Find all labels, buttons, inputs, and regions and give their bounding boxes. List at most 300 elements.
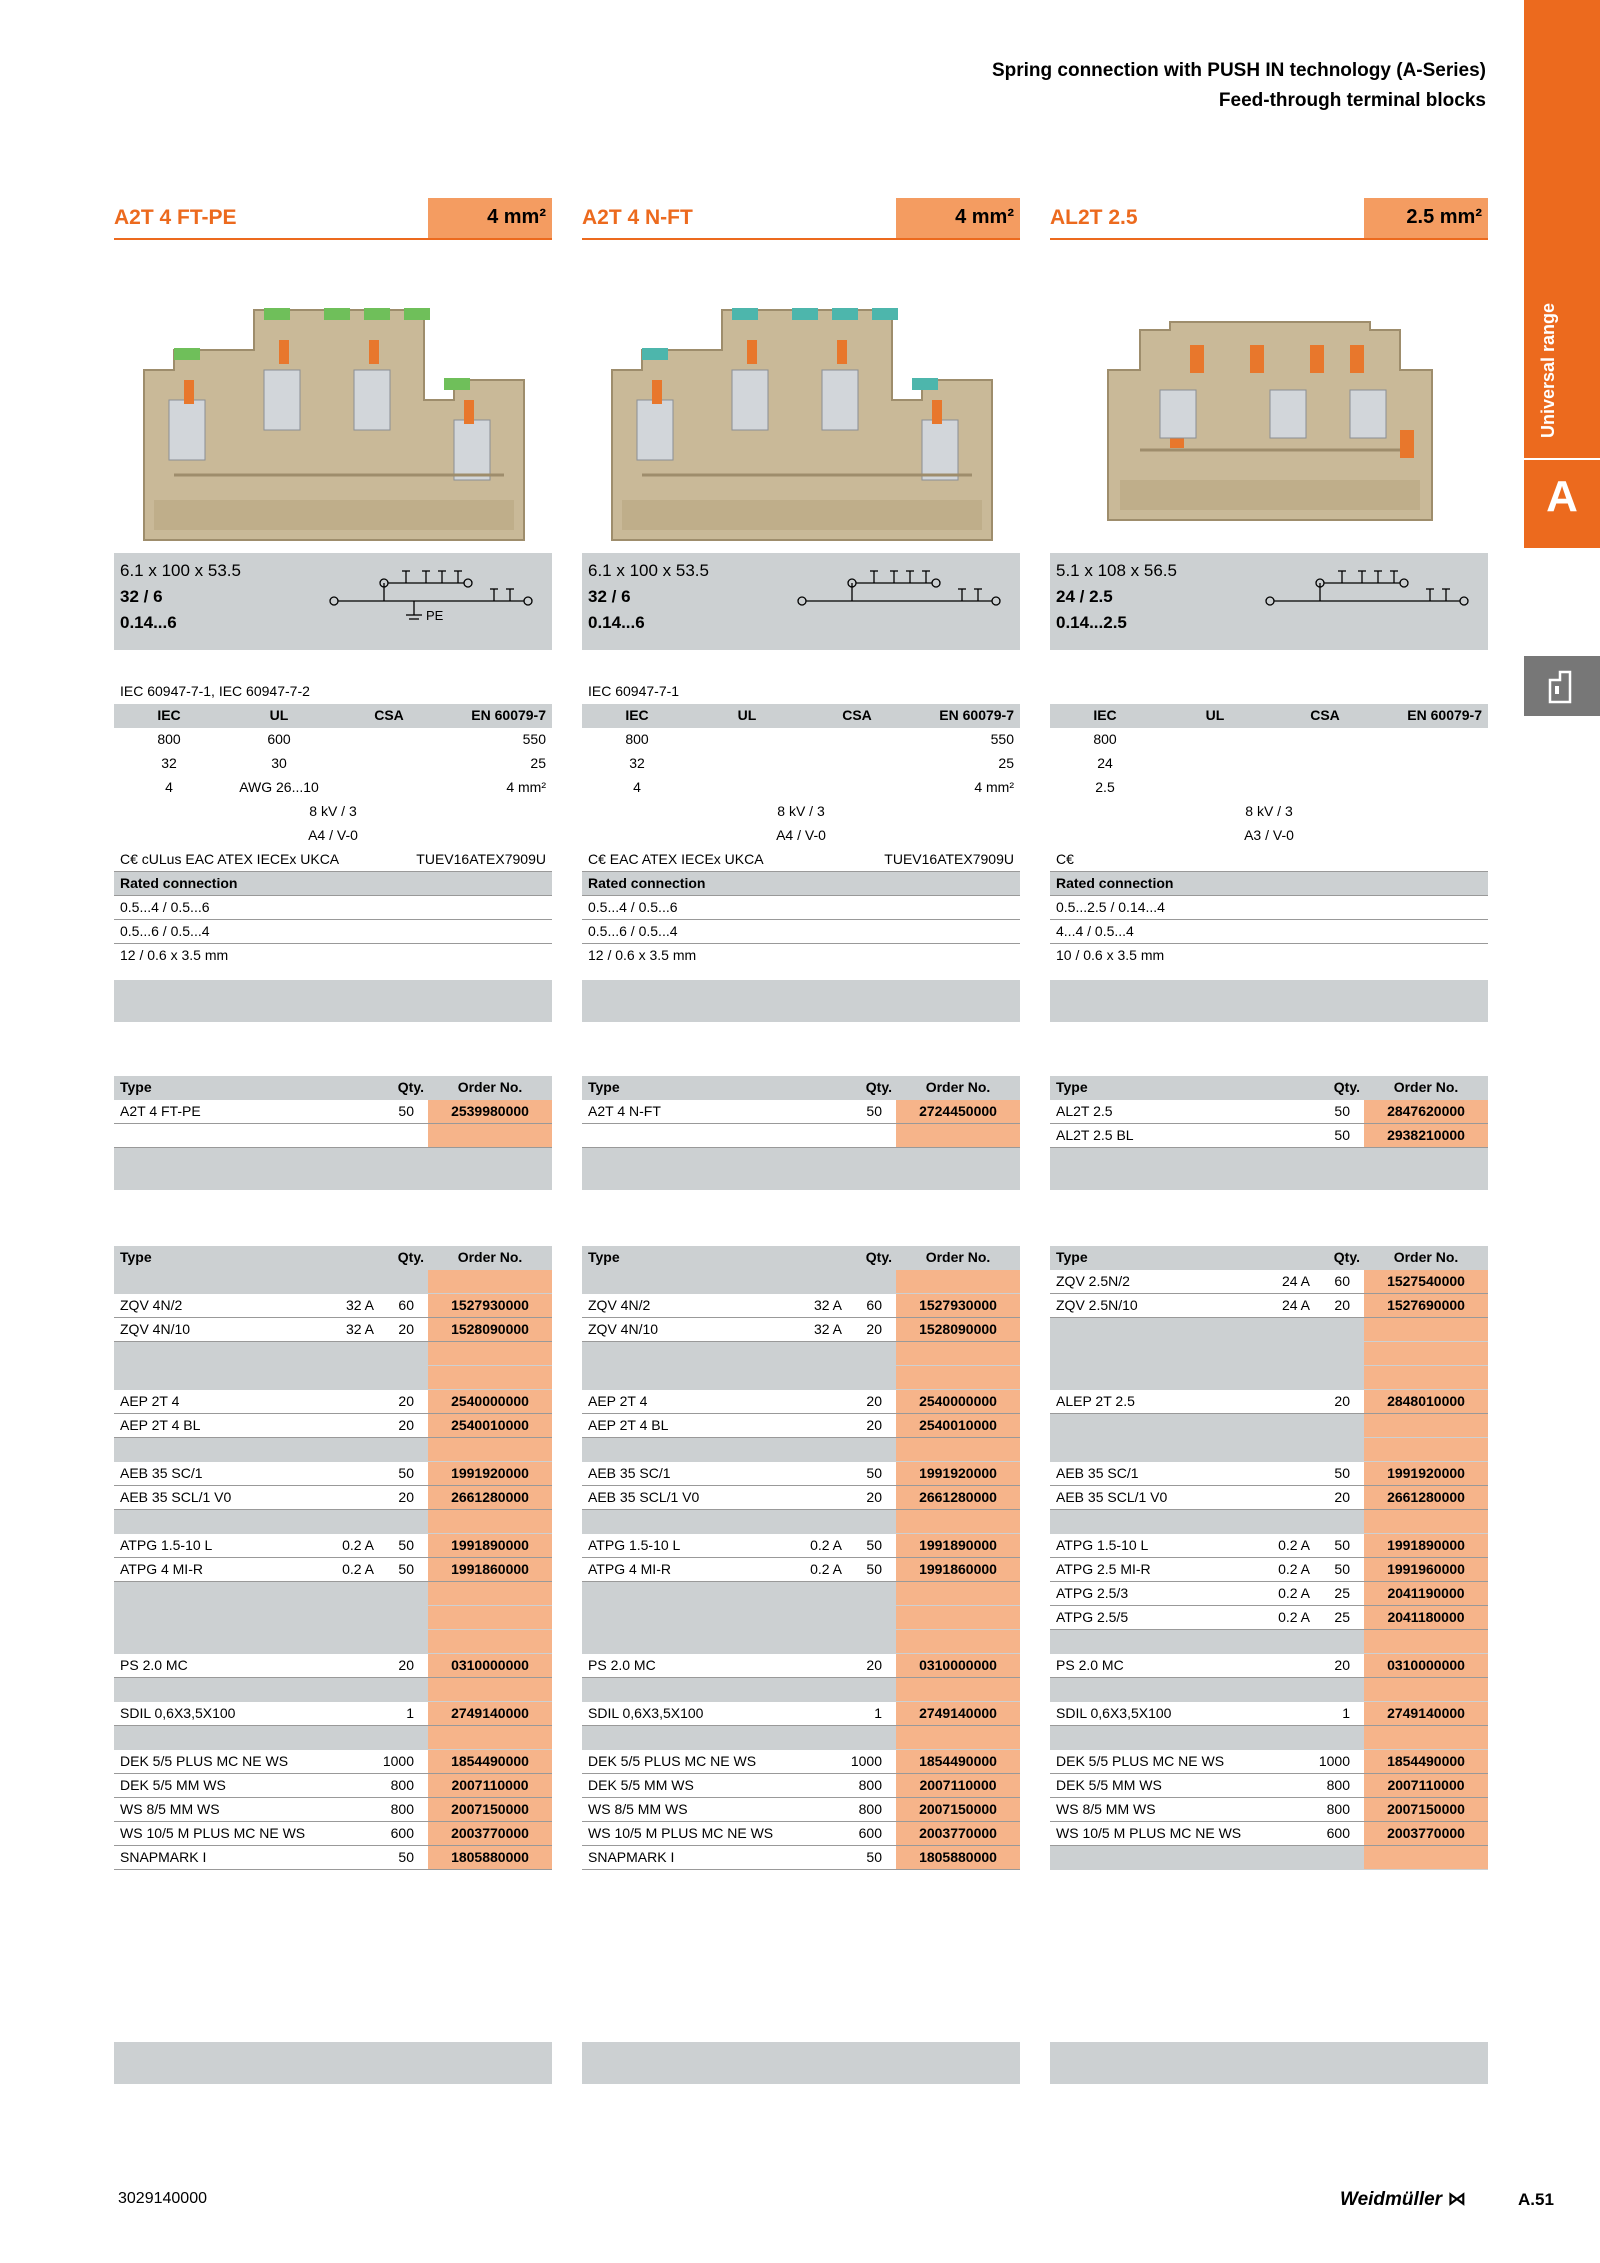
order-number[interactable] [896,1606,1020,1629]
spec-value: 600 [267,731,291,747]
separator-row [1050,1510,1488,1534]
qty: 1 [874,1705,882,1721]
approvals: C€ cULus EAC ATEX IECEx UKCA [120,851,340,867]
order-number[interactable] [428,1124,552,1147]
order-number[interactable]: 0310000000 [428,1654,552,1677]
separator-row [114,1606,552,1630]
spec-row [582,728,1020,752]
spec-value: 550 [522,731,546,747]
order-number[interactable] [1364,1318,1488,1341]
order-number[interactable] [896,1726,1020,1749]
order-number[interactable]: 1991890000 [896,1534,1020,1557]
order-number[interactable] [896,1510,1020,1533]
separator-row [1050,1342,1488,1366]
qty: 600 [390,1825,414,1841]
rated-values: 24 / 2.5 [1056,587,1113,606]
separator-row [1050,1318,1488,1342]
spec-row [582,800,1020,824]
spacer-bar [114,1148,552,1190]
order-number[interactable] [428,1582,552,1605]
qty: 20 [1334,1297,1350,1313]
section-tab[interactable] [1524,0,1600,548]
standards: IEC 60947-7-1 [588,683,680,699]
qty: 50 [866,1561,882,1577]
wire-range: 0.14...6 [588,613,645,632]
order-number[interactable] [428,1438,552,1461]
accessory-name: DEK 5/5 MM WS [1056,1777,1162,1793]
spec-value: A3 / V-0 [1244,827,1294,843]
spec-row [1050,776,1488,800]
accessory-row [114,1702,552,1726]
current: 0.2 A [1278,1585,1310,1601]
separator-row [1050,1438,1488,1462]
cross-section: 4 mm² [428,198,552,238]
accessory-row [114,1822,552,1846]
spec-value: 24 [1097,755,1113,771]
type-name: A2T 4 N-FT [588,1103,661,1119]
rated-row [582,944,1020,968]
separator-row [582,1366,1020,1390]
accessory-name: SNAPMARK I [588,1849,675,1865]
accessory-row [1050,1750,1488,1774]
qty: 50 [1334,1561,1350,1577]
accessory-name: WS 10/5 M PLUS MC NE WS [588,1825,774,1841]
order-number[interactable]: 2661280000 [1364,1486,1488,1509]
separator-row [114,1438,552,1462]
accessory-name: AEB 35 SCL/1 V0 [588,1489,700,1505]
qty: 800 [858,1777,882,1793]
qty: 1000 [382,1753,414,1769]
order-number[interactable]: 1991920000 [896,1462,1020,1485]
accessory-row [114,1798,552,1822]
order-number[interactable]: 2540010000 [428,1414,552,1437]
rated-value: 12 / 0.6 x 3.5 mm [120,947,229,963]
dimensions-box [1050,553,1488,650]
product-column [114,0,552,2263]
type-row [582,1124,1020,1148]
order-number[interactable]: 2749140000 [428,1702,552,1725]
accessory-row [114,1654,552,1678]
product-name: A2T 4 N-FT [582,206,693,229]
order-number[interactable]: 2539980000 [428,1100,552,1123]
order-number[interactable]: 1991920000 [428,1462,552,1485]
order-number[interactable]: 1991860000 [896,1558,1020,1581]
order-number[interactable]: 2848010000 [1364,1390,1488,1413]
header-line-2: Feed-through terminal blocks [1218,90,1486,111]
order-number[interactable] [428,1726,552,1749]
order-number[interactable] [896,1678,1020,1701]
accessory-name: DEK 5/5 PLUS MC NE WS [1056,1753,1225,1769]
spec-value: 32 [161,755,177,771]
order-number[interactable] [896,1630,1020,1653]
accessory-row [1050,1534,1488,1558]
order-number[interactable] [1364,1414,1488,1437]
qty: 50 [398,1561,414,1577]
order-number[interactable] [428,1510,552,1533]
order-number[interactable]: 1528090000 [428,1318,552,1341]
accessory-name: ATPG 2.5 MI-R [1056,1561,1151,1577]
accessory-row [582,1798,1020,1822]
accessory-name: ZQV 4N/10 [120,1321,191,1337]
order-number[interactable]: 2661280000 [896,1486,1020,1509]
accessory-name: AEB 35 SC/1 [1056,1465,1139,1481]
accessory-name: ATPG 2.5/3 [1056,1585,1129,1601]
accessory-row [1050,1294,1488,1318]
circuit-diagram-icon [782,553,1020,643]
spec-value: 25 [998,755,1014,771]
type-row [114,1124,552,1148]
rated-title: Rated connection [120,875,238,891]
order-number[interactable]: 2007110000 [1364,1774,1488,1797]
order-number[interactable] [1364,1366,1488,1389]
separator-row [1050,1726,1488,1750]
spec-col-2: CSA [842,707,872,723]
order-number[interactable] [896,1582,1020,1605]
qty: 20 [866,1489,882,1505]
wire-range: 0.14...6 [120,613,177,632]
separator-row [114,1270,552,1294]
qty: 20 [398,1321,414,1337]
order-number[interactable] [1364,1630,1488,1653]
qty: 50 [398,1103,414,1119]
rated-value: 0.5...6 / 0.5...4 [588,923,678,939]
order-number[interactable] [1364,1510,1488,1533]
rated-row [1050,920,1488,944]
page-number: A.51 [1518,2190,1554,2209]
order-number[interactable] [896,1270,1020,1293]
rated-row [114,896,552,920]
col-qty: Qty. [865,1249,892,1265]
product-image [114,250,552,550]
order-number[interactable]: 2041190000 [1364,1582,1488,1605]
tab-divider [1524,458,1600,460]
order-number[interactable]: 1854490000 [896,1750,1020,1773]
current: 0.2 A [342,1561,374,1577]
order-number[interactable]: 2540010000 [896,1414,1020,1437]
order-number[interactable] [1364,1342,1488,1365]
accessory-row [582,1486,1020,1510]
pe-label: PE [426,608,444,623]
spec-value: 800 [1093,731,1117,747]
qty: 25 [1334,1585,1350,1601]
spec-col-1: UL [737,707,757,723]
order-number[interactable]: 0310000000 [896,1654,1020,1677]
order-number[interactable]: 2749140000 [896,1702,1020,1725]
qty: 20 [398,1393,414,1409]
spec-row [582,752,1020,776]
accessory-name: SDIL 0,6X3,5X100 [588,1705,704,1721]
order-number[interactable]: 2007150000 [428,1798,552,1821]
accessory-name: WS 10/5 M PLUS MC NE WS [1056,1825,1242,1841]
accessory-name: AEP 2T 4 BL [588,1417,669,1433]
separator-row [1050,1678,1488,1702]
col-order: Order No. [1393,1249,1459,1265]
current: 0.2 A [1278,1537,1310,1553]
approvals-row [1050,848,1488,872]
order-number[interactable]: 2540000000 [428,1390,552,1413]
order-number[interactable]: 1528090000 [896,1318,1020,1341]
col-type: Type [588,1249,620,1265]
rated-value: 0.5...4 / 0.5...6 [120,899,210,915]
accessory-name: ATPG 4 MI-R [588,1561,671,1577]
order-number[interactable]: 2540000000 [896,1390,1020,1413]
order-number[interactable]: 2003770000 [896,1822,1020,1845]
spec-row [114,776,552,800]
category-tab[interactable] [1524,656,1600,716]
rated-title: Rated connection [588,875,706,891]
spacer-bar [582,2042,1020,2084]
spec-value: 32 [629,755,645,771]
order-number[interactable] [1364,1726,1488,1749]
spec-col-0: IEC [625,707,649,723]
order-number[interactable] [428,1270,552,1293]
rated-value: 12 / 0.6 x 3.5 mm [588,947,697,963]
order-number[interactable] [1364,1846,1488,1869]
qty: 1000 [1318,1753,1350,1769]
dimensions: 6.1 x 100 x 53.5 [120,561,241,580]
rated-values: 32 / 6 [588,587,631,606]
order-number[interactable] [428,1606,552,1629]
order-number[interactable]: 0310000000 [1364,1654,1488,1677]
col-order: Order No. [457,1079,523,1095]
order-number[interactable]: 2007110000 [896,1774,1020,1797]
accessory-row [114,1558,552,1582]
spec-col-2: CSA [1310,707,1340,723]
spec-row [1050,824,1488,848]
accessory-name: SNAPMARK I [120,1849,207,1865]
accessory-row [114,1774,552,1798]
separator-row [582,1606,1020,1630]
spec-value: 25 [530,755,546,771]
order-number[interactable] [428,1366,552,1389]
order-number[interactable]: 1991920000 [1364,1462,1488,1485]
order-number[interactable]: 2007150000 [1364,1798,1488,1821]
accessory-row [1050,1822,1488,1846]
accessory-name: ZQV 4N/2 [588,1297,651,1313]
separator-row [1050,1366,1488,1390]
col-qty: Qty. [1333,1249,1360,1265]
spec-col-0: IEC [1093,707,1117,723]
separator-row [582,1630,1020,1654]
accessory-row [1050,1654,1488,1678]
approvals: C€ EAC ATEX IECEx UKCA [588,851,764,867]
col-type: Type [1056,1249,1088,1265]
qty: 50 [1334,1465,1350,1481]
spec-header [1050,704,1488,728]
separator-row [1050,1414,1488,1438]
spec-row [1050,728,1488,752]
accessory-row [582,1702,1020,1726]
type-row [1050,1124,1488,1148]
separator-row [1050,1630,1488,1654]
type-name: AL2T 2.5 BL [1056,1127,1134,1143]
spec-value: 800 [157,731,181,747]
accessory-row [1050,1702,1488,1726]
order-number[interactable]: 1527540000 [1364,1270,1488,1293]
order-number[interactable]: 1854490000 [428,1750,552,1773]
type-header [1050,1076,1488,1100]
qty: 20 [866,1417,882,1433]
type-row [1050,1100,1488,1124]
rated-row [1050,944,1488,968]
dimensions-box [582,553,1020,650]
current: 32 A [813,1321,842,1337]
accessory-name: ZQV 2.5N/10 [1056,1297,1138,1313]
rated-row [582,896,1020,920]
order-number[interactable] [896,1342,1020,1365]
accessory-row [1050,1270,1488,1294]
col-type: Type [120,1079,152,1095]
current: 32 A [345,1297,374,1313]
spec-value: 8 kV / 3 [777,803,825,819]
accessory-name: ATPG 1.5-10 L [120,1537,213,1553]
qty: 20 [866,1321,882,1337]
header-line-1: Spring connection with PUSH IN technology (A-Series) [991,60,1486,81]
separator-row [1050,1846,1488,1870]
rated-connection-title [1050,872,1488,896]
order-number[interactable]: 1991890000 [1364,1534,1488,1557]
product-column [1050,0,1488,2263]
qty: 50 [398,1465,414,1481]
brand-logo [1340,2188,1466,2211]
brand-name: Weidmüller [1340,2189,1443,2210]
qty: 60 [1334,1273,1350,1289]
col-order: Order No. [457,1249,523,1265]
accessory-row [1050,1798,1488,1822]
product-column [582,0,1020,2263]
order-number[interactable]: 1805880000 [428,1846,552,1869]
terminal-block-beige-3-level-n-icon [582,250,1020,550]
approvals-row [582,848,1020,872]
rated-row [582,920,1020,944]
spec-col-1: UL [1205,707,1225,723]
accessory-row [1050,1462,1488,1486]
order-number[interactable]: 2938210000 [1364,1124,1488,1147]
qty: 800 [1326,1801,1350,1817]
qty: 50 [866,1849,882,1865]
separator-row [114,1510,552,1534]
qty: 20 [866,1393,882,1409]
spec-row [1050,752,1488,776]
accessory-name: AEB 35 SCL/1 V0 [120,1489,232,1505]
current: 24 A [1281,1297,1310,1313]
terminal-block-icon [1546,666,1578,706]
circuit-diagram-icon [1250,553,1488,643]
accessory-name: WS 8/5 MM WS [588,1801,688,1817]
brand-mark-icon: ⋈ [1447,2189,1467,2210]
col-qty: Qty. [397,1079,424,1095]
order-number[interactable] [896,1366,1020,1389]
order-number[interactable]: 1991860000 [428,1558,552,1581]
accessory-name: WS 8/5 MM WS [1056,1801,1156,1817]
current: 0.2 A [810,1537,842,1553]
qty: 1 [1342,1705,1350,1721]
order-number[interactable]: 2661280000 [428,1486,552,1509]
order-number[interactable]: 2724450000 [896,1100,1020,1123]
accessory-row [582,1774,1020,1798]
approvals: C€ [1056,851,1074,867]
product-name: AL2T 2.5 [1050,206,1138,229]
order-number[interactable]: 2003770000 [1364,1822,1488,1845]
rated-row [1050,896,1488,920]
order-number[interactable]: 1527930000 [428,1294,552,1317]
order-number[interactable] [428,1678,552,1701]
order-number[interactable]: 1991960000 [1364,1558,1488,1581]
accessory-row [582,1414,1020,1438]
accessory-name: PS 2.0 MC [588,1657,656,1673]
accessory-row [114,1750,552,1774]
accessory-row [582,1318,1020,1342]
order-number[interactable]: 2749140000 [1364,1702,1488,1725]
product-title-bar [114,198,552,240]
order-number[interactable]: 1527930000 [896,1294,1020,1317]
accessory-name: DEK 5/5 PLUS MC NE WS [588,1753,757,1769]
document-number: 3029140000 [118,2190,207,2207]
spacer-bar [1050,1148,1488,1190]
spec-value: 4 mm² [974,779,1014,795]
col-qty: Qty. [865,1079,892,1095]
qty: 20 [1334,1393,1350,1409]
type-name: A2T 4 FT-PE [120,1103,201,1119]
order-number[interactable] [1364,1678,1488,1701]
dimensions: 6.1 x 100 x 53.5 [588,561,709,580]
current: 32 A [345,1321,374,1337]
order-number[interactable]: 1854490000 [1364,1750,1488,1773]
qty: 60 [866,1297,882,1313]
spacer-bar [582,980,1020,1022]
dimensions: 5.1 x 108 x 56.5 [1056,561,1177,580]
spec-col-3: EN 60079-7 [471,707,546,723]
order-number[interactable]: 1527690000 [1364,1294,1488,1317]
order-number[interactable] [428,1342,552,1365]
accessory-row [114,1486,552,1510]
order-number[interactable]: 2003770000 [428,1822,552,1845]
accessory-name: ATPG 1.5-10 L [588,1537,681,1553]
order-number[interactable] [1364,1438,1488,1461]
spec-header [114,704,552,728]
order-number[interactable] [896,1438,1020,1461]
accessory-header [582,1246,1020,1270]
spec-value: 4 [165,779,173,795]
separator-row [582,1342,1020,1366]
order-number[interactable]: 2847620000 [1364,1100,1488,1123]
order-number[interactable] [428,1630,552,1653]
accessory-row [114,1390,552,1414]
current: 0.2 A [342,1537,374,1553]
order-number[interactable]: 1991890000 [428,1534,552,1557]
qty: 1000 [850,1753,882,1769]
col-qty: Qty. [397,1249,424,1265]
qty: 20 [398,1417,414,1433]
spec-col-3: EN 60079-7 [1407,707,1482,723]
order-number[interactable] [896,1124,1020,1147]
spec-value: A4 / V-0 [776,827,826,843]
standards-line [582,680,1020,704]
order-number[interactable]: 2007150000 [896,1798,1020,1821]
accessory-header [114,1246,552,1270]
accessory-name: AEB 35 SC/1 [120,1465,203,1481]
accessory-name: ATPG 4 MI-R [120,1561,203,1577]
type-name: AL2T 2.5 [1056,1103,1113,1119]
qty: 20 [398,1657,414,1673]
rated-value: 0.5...2.5 / 0.14...4 [1056,899,1165,915]
cross-section: 2.5 mm² [1364,198,1488,238]
spacer-bar [1050,2042,1488,2084]
order-number[interactable]: 2007110000 [428,1774,552,1797]
order-number[interactable]: 1805880000 [896,1846,1020,1869]
spacer-bar [582,1148,1020,1190]
order-number[interactable]: 2041180000 [1364,1606,1488,1629]
